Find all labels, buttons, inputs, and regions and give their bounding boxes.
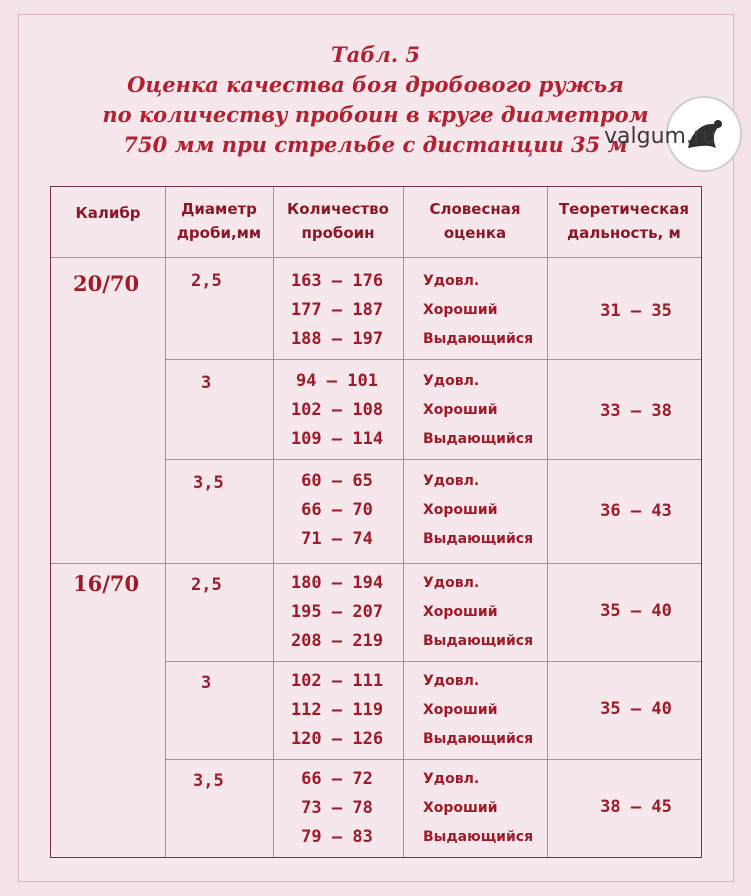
distance-range: 38 – 45 — [600, 797, 672, 817]
hits-value: 73 – 78 — [301, 798, 373, 818]
rating-value: Выдающийся — [423, 731, 534, 747]
rating-value: Удовл. — [423, 373, 480, 389]
hits-value: 79 – 83 — [301, 827, 373, 847]
header-line: дальность, м — [567, 224, 681, 242]
caliber-label: 16/70 — [73, 571, 140, 596]
header-line: пробоин — [301, 224, 375, 242]
group-divider — [51, 563, 701, 564]
hits-range — [283, 367, 391, 454]
hits-value: 163 – 176 — [290, 271, 384, 291]
header-shot-diameter — [165, 197, 273, 245]
hits-value: 180 – 194 — [290, 573, 384, 593]
hits-value: 112 – 119 — [290, 700, 384, 720]
rating-value: Хороший — [423, 502, 498, 518]
rating-list — [423, 467, 533, 554]
row-divider — [165, 359, 701, 360]
hits-value: 195 – 207 — [290, 602, 384, 622]
header-distance — [547, 197, 701, 245]
rating-value: Удовл. — [423, 771, 480, 787]
rating-value: Удовл. — [423, 273, 480, 289]
row-divider — [165, 459, 701, 460]
rating-value: Удовл. — [423, 673, 480, 689]
hits-value: 102 – 108 — [290, 400, 384, 420]
hits-value: 66 – 70 — [301, 500, 373, 520]
rating-value: Хороший — [423, 302, 498, 318]
rating-list — [423, 667, 533, 754]
caliber-label: 20/70 — [73, 271, 140, 296]
hits-value: 71 – 74 — [301, 529, 373, 549]
rating-list — [423, 765, 533, 852]
hits-value: 188 – 197 — [290, 329, 384, 349]
hits-value: 120 – 126 — [290, 729, 384, 749]
rating-value: Хороший — [423, 604, 498, 620]
header-line: Теоретическая — [558, 200, 690, 218]
shot-diameter: 3,5 — [193, 473, 224, 493]
rating-value: Выдающийся — [423, 633, 534, 649]
header-line: дроби,мм — [176, 224, 262, 242]
column-divider — [165, 187, 166, 857]
hits-value: 94 – 101 — [296, 371, 378, 391]
rating-value: Хороший — [423, 402, 498, 418]
rating-value: Выдающийся — [423, 531, 534, 547]
row-divider — [165, 759, 701, 760]
header-line: Количество — [287, 200, 389, 218]
hits-range — [283, 467, 391, 554]
watermark-text: valgum.ru — [604, 124, 716, 149]
column-divider — [403, 187, 404, 857]
results-table — [50, 186, 702, 858]
hits-range — [283, 267, 391, 354]
header-line: Диаметр — [181, 200, 257, 218]
distance-range: 35 – 40 — [600, 601, 672, 621]
title-line-1: Оценка качества боя дробового ружья — [127, 72, 624, 97]
shot-diameter: 2,5 — [191, 271, 222, 291]
rating-value: Выдающийся — [423, 331, 534, 347]
hits-value: 102 – 111 — [290, 671, 384, 691]
hits-value: 60 – 65 — [301, 471, 373, 491]
distance-range: 35 – 40 — [600, 699, 672, 719]
row-divider — [165, 661, 701, 662]
rating-value: Выдающийся — [423, 431, 534, 447]
rating-list — [423, 569, 533, 656]
hits-value: 109 – 114 — [290, 429, 384, 449]
rating-value: Удовл. — [423, 575, 480, 591]
title-line-3: 750 мм при стрельбе с дистанции 35 м — [123, 132, 628, 157]
title-line-2: по количеству пробоин в круге диаметром — [102, 102, 649, 127]
shot-diameter: 3 — [201, 673, 212, 693]
header-hits — [273, 197, 403, 245]
hits-value: 66 – 72 — [301, 769, 373, 789]
distance-range: 33 – 38 — [600, 401, 672, 421]
shot-diameter: 2,5 — [191, 575, 222, 595]
column-divider — [547, 187, 548, 857]
hits-value: 208 – 219 — [290, 631, 384, 651]
hits-value: 177 – 187 — [290, 300, 384, 320]
hits-range — [283, 667, 391, 754]
shot-diameter: 3,5 — [193, 771, 224, 791]
rating-value: Хороший — [423, 800, 498, 816]
hits-range — [283, 765, 391, 852]
header-divider — [51, 257, 701, 258]
header-line: Словесная — [429, 200, 521, 218]
header-caliber: Калибр — [75, 204, 141, 222]
rating-value: Удовл. — [423, 473, 480, 489]
distance-range: 31 – 35 — [600, 301, 672, 321]
hits-range — [283, 569, 391, 656]
header-line: оценка — [443, 224, 507, 242]
rating-value: Хороший — [423, 702, 498, 718]
distance-range: 36 – 43 — [600, 501, 672, 521]
shot-diameter: 3 — [201, 373, 212, 393]
column-divider — [273, 187, 274, 857]
rating-list — [423, 267, 533, 354]
table-number: Табл. 5 — [330, 42, 420, 67]
rating-list — [423, 367, 533, 454]
header-rating — [403, 197, 547, 245]
rating-value: Выдающийся — [423, 829, 534, 845]
